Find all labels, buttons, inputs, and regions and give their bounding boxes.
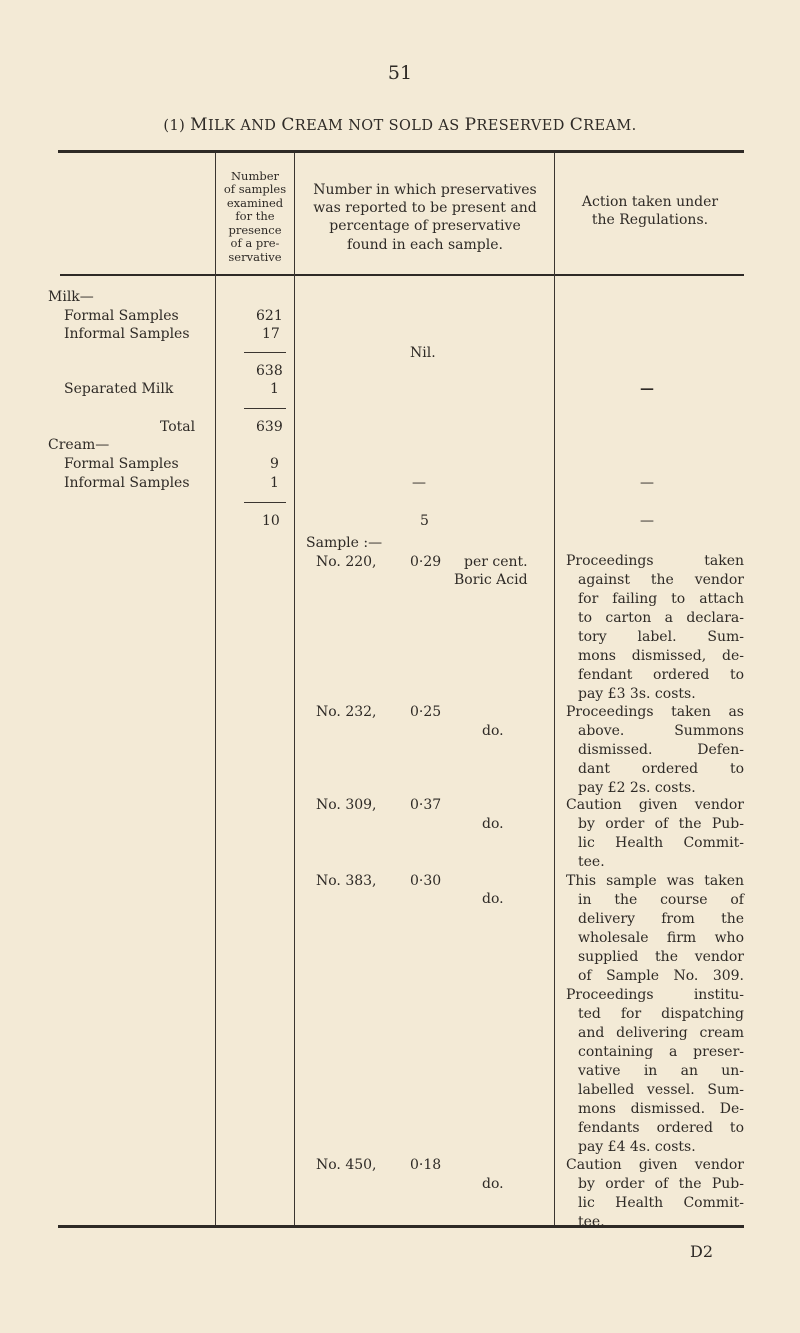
header-samples-examined: Number of samples examined for the presence of a pre- servative bbox=[223, 169, 287, 264]
sample-percentage: 0·29 bbox=[410, 554, 442, 570]
sum-line bbox=[244, 502, 286, 503]
signature-mark: D2 bbox=[690, 1242, 714, 1261]
sample-action: This sample was taken in the course of delivery from the wholesale firm who supplied the vendor of Sample No. 309. Proceedings institu- ted for dispatching and delivering cream containing a preser- vative in an un- labelled vessel. Sum- mons dismissed. De- fendants ordered to pay £4 4s. costs. bbox=[566, 873, 744, 1155]
sample-number: No. 450, bbox=[316, 1157, 377, 1173]
sample-unit: per cent. bbox=[464, 554, 528, 570]
cream-formal-label: Formal Samples bbox=[64, 456, 179, 472]
sample-preservative: Boric Acid bbox=[454, 572, 528, 588]
milk-subtotal: 638 bbox=[256, 363, 283, 379]
page-number: 51 bbox=[387, 62, 413, 84]
sample-action: Proceedings taken against the vendor for failing to attach to carton a declara- tory label. Sum- mons dismissed, de- fendant ordered to pay £3 3s. costs. bbox=[566, 553, 744, 702]
sample-number: No. 383, bbox=[316, 873, 377, 889]
separated-milk-value: 1 bbox=[270, 381, 279, 397]
sample-number: No. 309, bbox=[316, 797, 377, 813]
cream-heading: Cream— bbox=[48, 437, 110, 453]
column-divider bbox=[294, 153, 295, 1225]
sample-percentage: 0·37 bbox=[410, 797, 442, 813]
header-rule bbox=[60, 274, 744, 276]
top-rule bbox=[58, 150, 744, 153]
cream-informal-value: 1 bbox=[270, 475, 279, 491]
table-title: (1) MILK AND CREAM NOT SOLD AS PRESERVED CREAM. bbox=[163, 115, 637, 135]
milk-heading: Milk— bbox=[48, 289, 94, 305]
header-preservatives: Number in which preservatives was reported to be present and percentage of preservative found in each sample. bbox=[313, 182, 537, 253]
sample-number: No. 232, bbox=[316, 704, 377, 720]
cream-formal-value: 9 bbox=[270, 456, 279, 472]
sum-line bbox=[244, 408, 286, 409]
cream-total-action: — bbox=[640, 513, 654, 529]
cream-total-preservative: 5 bbox=[420, 513, 429, 529]
cream-informal-preservative: — bbox=[412, 475, 426, 491]
sum-line bbox=[244, 352, 286, 353]
milk-informal-label: Informal Samples bbox=[64, 326, 190, 342]
separated-milk-label: Separated Milk bbox=[64, 381, 174, 397]
milk-nil: Nil. bbox=[410, 345, 436, 361]
sample-action: Caution given vendor by order of the Pub- lic Health Commit- tee. bbox=[566, 1157, 744, 1230]
header-action: Action taken under the Regulations. bbox=[581, 194, 719, 229]
column-divider bbox=[554, 153, 555, 1225]
sample-unit: do. bbox=[482, 723, 504, 739]
column-divider bbox=[215, 153, 216, 1225]
sample-percentage: 0·18 bbox=[410, 1157, 442, 1173]
milk-formal-value: 621 bbox=[256, 308, 283, 324]
milk-total-value: 639 bbox=[256, 419, 283, 435]
sample-heading: Sample :— bbox=[306, 535, 383, 551]
milk-informal-value: 17 bbox=[262, 326, 280, 342]
sample-percentage: 0·30 bbox=[410, 873, 442, 889]
cream-total-value: 10 bbox=[262, 513, 280, 529]
sample-unit: do. bbox=[482, 816, 504, 832]
milk-total-label: Total bbox=[160, 419, 196, 435]
cream-informal-action: — bbox=[640, 475, 654, 491]
sample-unit: do. bbox=[482, 891, 504, 907]
sample-unit: do. bbox=[482, 1176, 504, 1192]
separated-milk-action: — bbox=[640, 381, 654, 397]
sample-number: No. 220, bbox=[316, 554, 377, 570]
sample-action: Caution given vendor by order of the Pub- lic Health Commit- tee. bbox=[566, 797, 744, 870]
milk-formal-label: Formal Samples bbox=[64, 308, 179, 324]
cream-informal-label: Informal Samples bbox=[64, 475, 190, 491]
sample-action: Proceedings taken as above. Summons dismissed. Defen- dant ordered to pay £2 2s. costs. bbox=[566, 704, 744, 796]
sample-percentage: 0·25 bbox=[410, 704, 442, 720]
